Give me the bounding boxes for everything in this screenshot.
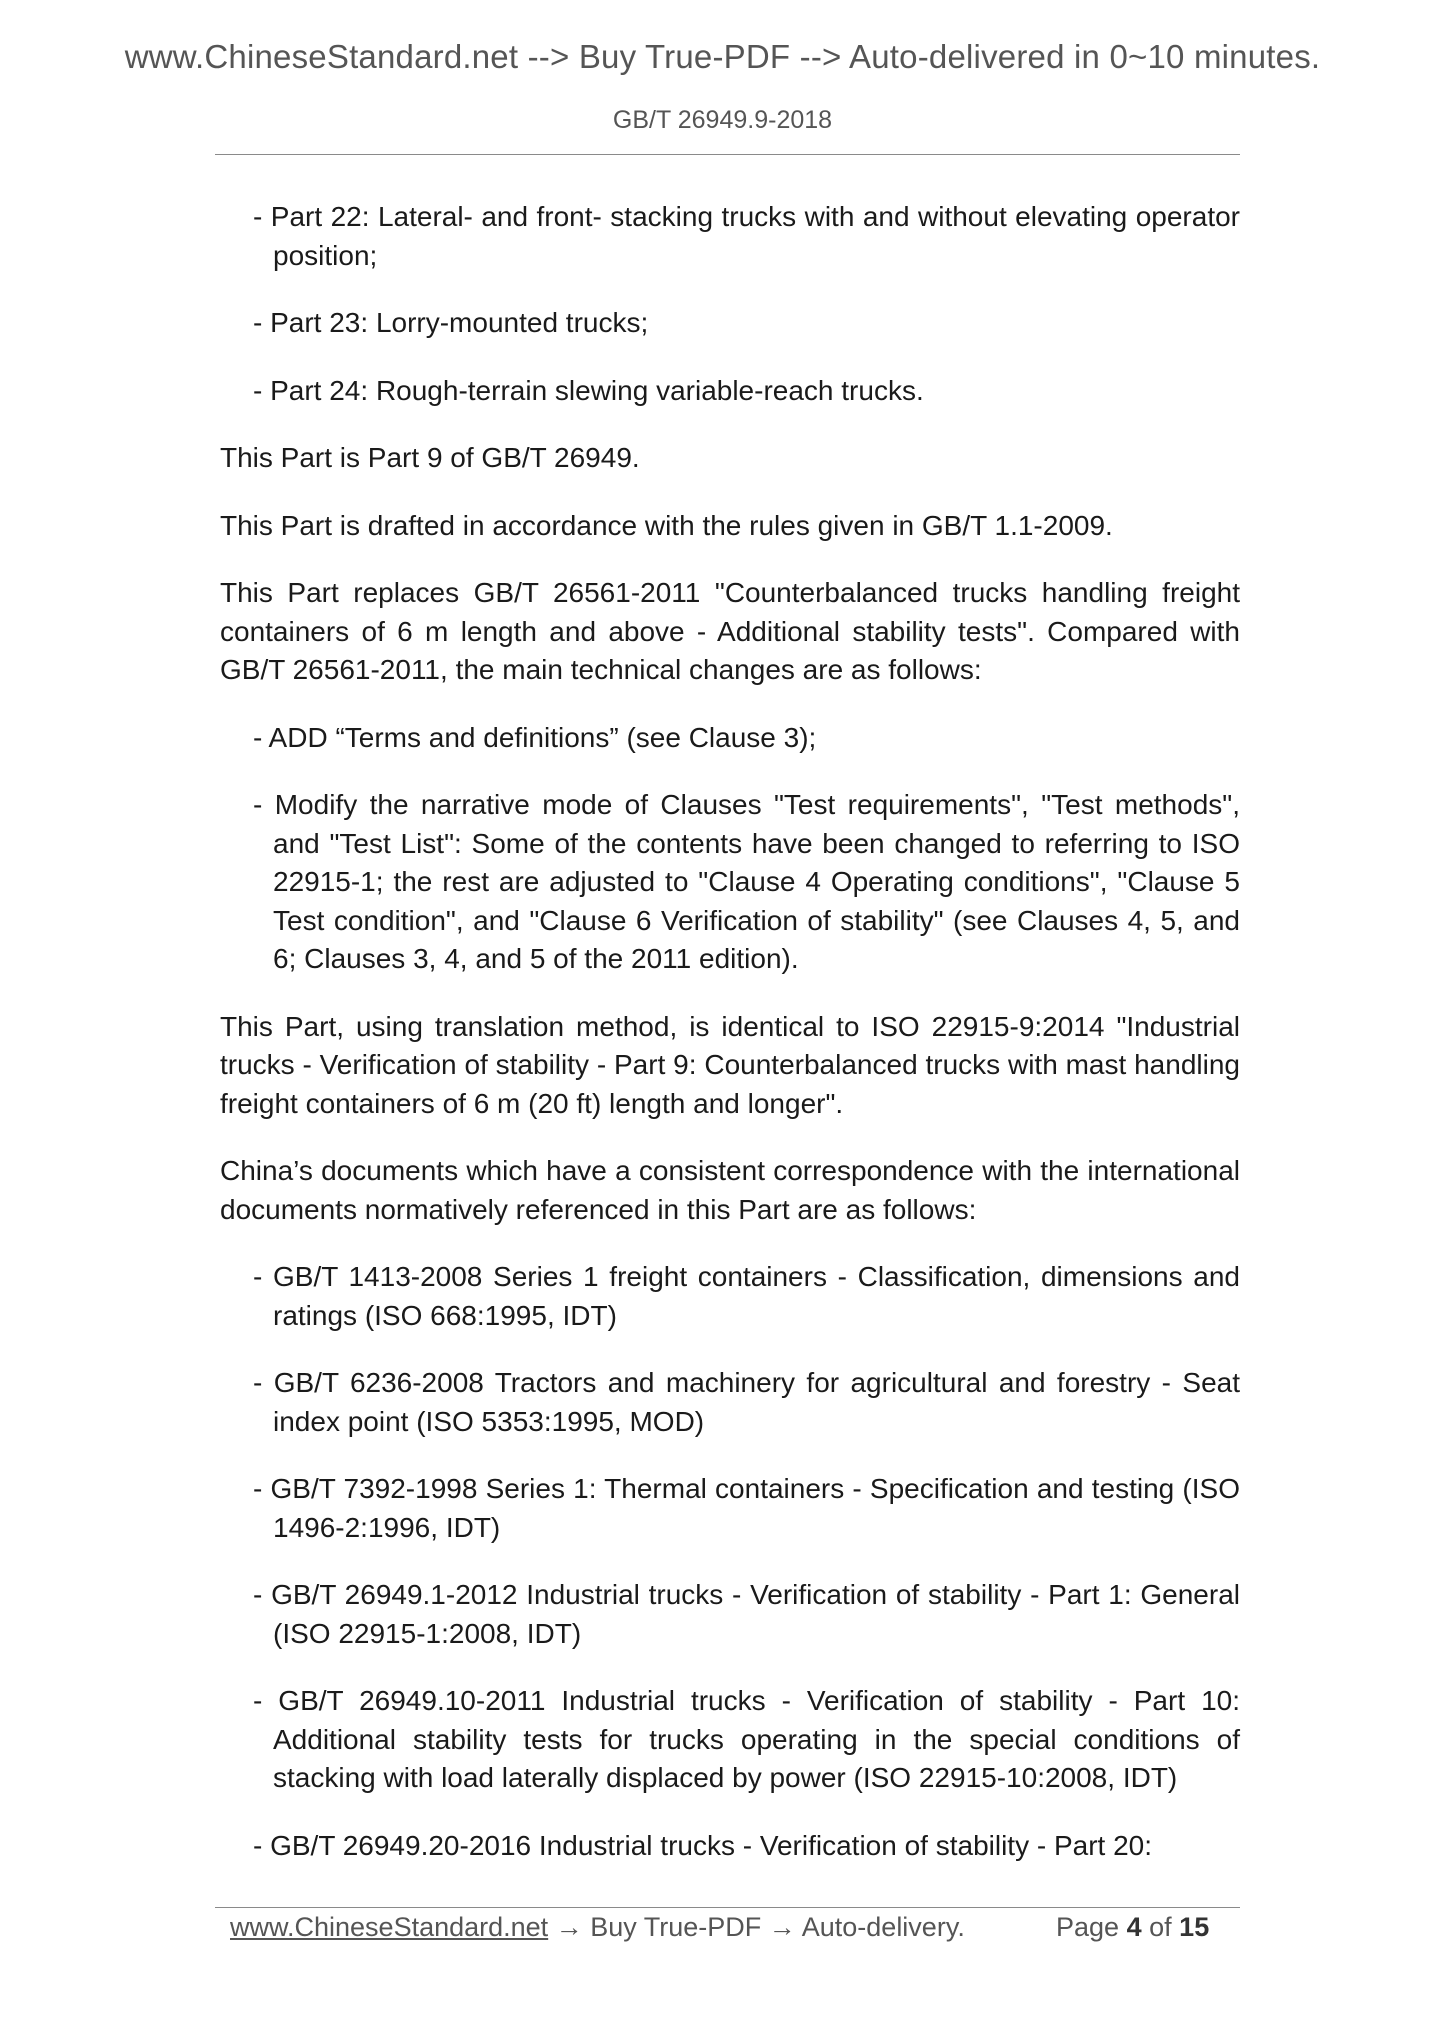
list-item-part-24: - Part 24: Rough-terrain slewing variable-reach trucks.: [253, 374, 924, 406]
paragraph-replaces: This Part replaces GB/T 26561-2011 "Counterbalanced trucks handling freight containers of 6 m length and above - Additional stability tests". Compared with GB/T 26561-2011, the main technical changes are as follows:: [220, 577, 1240, 685]
footer-divider: [215, 1907, 1240, 1908]
page-current: 4: [1126, 1912, 1142, 1942]
page-label: Page: [1056, 1912, 1120, 1942]
list-item-reference: - GB/T 7392-1998 Series 1: Thermal containers - Specification and testing (ISO 1496-2:1996, IDT): [253, 1473, 1240, 1543]
list-item-reference: - GB/T 26949.10-2011 Industrial trucks - Verification of stability - Part 10: Additional stability tests for trucks operating in the special conditions of stacking with load laterally displaced by power (ISO 22915-10:2008, IDT): [253, 1685, 1240, 1793]
of-label: of: [1149, 1912, 1172, 1942]
footer-site-link[interactable]: www.ChineseStandard.net: [230, 1912, 549, 1942]
document-code: GB/T 26949.9-2018: [612, 106, 833, 134]
page-indicator: [1056, 1912, 1209, 1943]
list-item-reference: - GB/T 1413-2008 Series 1 freight containers - Classification, dimensions and ratings (ISO 668:1995, IDT): [253, 1261, 1240, 1331]
list-item-change-add-terms: - ADD “Terms and definitions” (see Clause 3);: [253, 721, 817, 753]
paragraph-drafting-rules: This Part is drafted in accordance with the rules given in GB/T 1.1-2009.: [220, 509, 1113, 541]
list-item-part-22: - Part 22: Lateral- and front- stacking trucks with and without elevating operator position;: [253, 201, 1240, 271]
list-item-reference: - GB/T 26949.1-2012 Industrial trucks - Verification of stability - Part 1: General (ISO 22915-1:2008, IDT): [253, 1579, 1240, 1649]
page-total: 15: [1179, 1912, 1210, 1942]
footer-tagline: → Buy True-PDF → Auto-delivery.: [548, 1912, 965, 1942]
header-banner: www.ChineseStandard.net --> Buy True-PDF --> Auto-delivered in 0~10 minutes.: [124, 38, 1321, 75]
header-divider: [215, 154, 1240, 155]
document-body: [220, 198, 1240, 1865]
list-item-change-narrative: - Modify the narrative mode of Clauses "Test requirements", "Test methods", and "Test List": Some of the contents have been changed to referring to ISO 22915-1; the rest are adjusted to "Clause 4 Operating conditions", "Clause 5 Test condition", and "Clause 6 Verification of stability" (see Clauses 4, 5, and 6; Clauses 3, 4, and 5 of the 2011 edition).: [253, 789, 1240, 974]
list-item-reference: - GB/T 6236-2008 Tractors and machinery for agricultural and forestry - Seat index point (ISO 5353:1995, MOD): [253, 1367, 1240, 1437]
list-item-part-23: - Part 23: Lorry-mounted trucks;: [253, 307, 649, 338]
list-item-reference: - GB/T 26949.20-2016 Industrial trucks - Verification of stability - Part 20:: [253, 1829, 1153, 1861]
paragraph-part-9: This Part is Part 9 of GB/T 26949.: [220, 442, 640, 473]
paragraph-identical-iso: This Part, using translation method, is identical to ISO 22915-9:2014 "Industrial trucks - Verification of stability - Part 9: Counterbalanced trucks with mast handling freight containers of 6 m (20 ft) length and longer".: [220, 1010, 1240, 1119]
footer-text: [230, 1912, 965, 1943]
paragraph-correspondence: China’s documents which have a consistent correspondence with the international documents normatively referenced in this Part are as follows:: [220, 1155, 1240, 1225]
